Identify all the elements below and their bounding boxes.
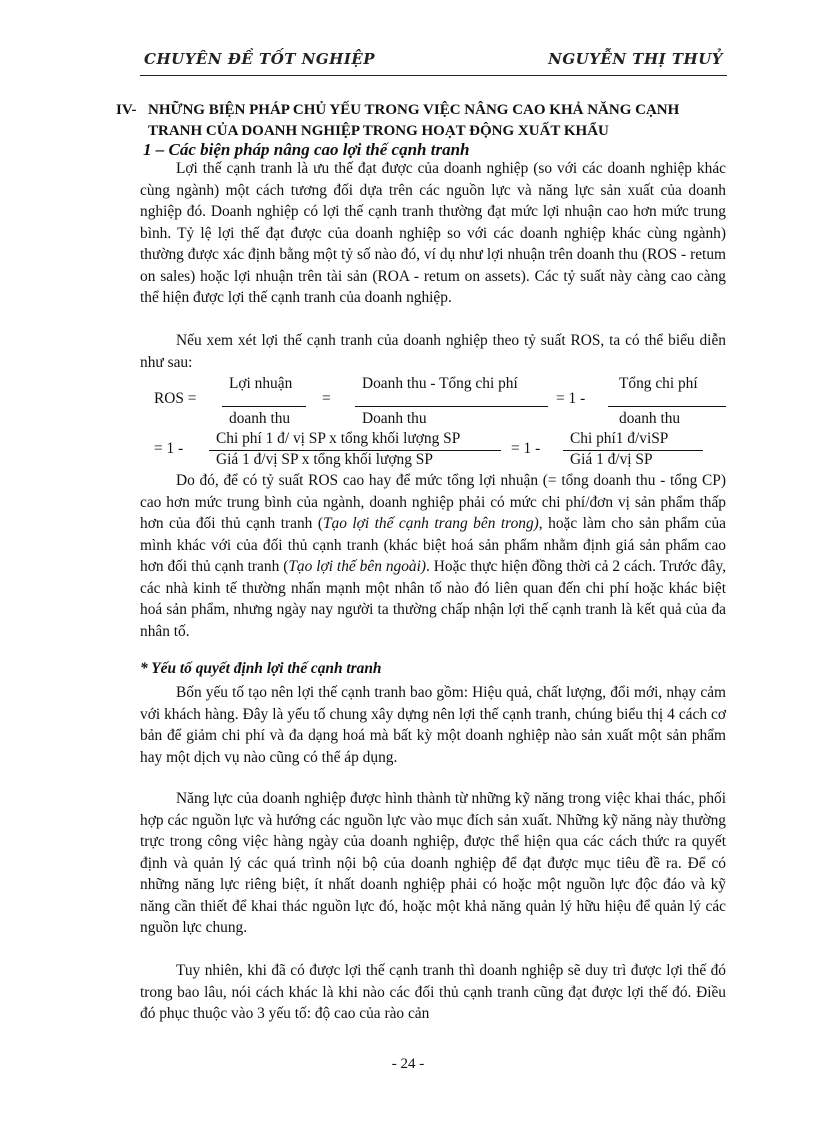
formula-row2-equals: = 1 - (511, 440, 541, 457)
formula-f3-numerator: Tổng chi phí (619, 375, 698, 392)
formula-f2-bar (355, 406, 548, 407)
paragraph-1: Lợi thế cạnh tranh là ưu thế đạt được của doanh nghiệp (so với các doanh nghiệp khác cùng ngành) một cách tương đối dựa trên các nguồn lực và năng lực sản xuất của doanh nghiệp đó. Doanh nghiệp có lợi thế cạnh tranh thường đạt mức lợi nhuận cao hơn mức trung bình. Tỷ lệ lợi thế đạt được của doanh nghiệp so với các doanh nghiệp khác cùng ngành) thường được xác định bằng một tỷ số nào đó, ví dụ như lợi nhuận trên doanh thu (ROS - retum on sales) hoặc lợi nhuận trên tài sản (ROA - retum on assets). Các tỷ suất này càng cao càng thể hiện được lợi thế cạnh tranh của doanh nghiệp. (140, 160, 726, 306)
formula-lhs: ROS = (154, 390, 197, 407)
formula-f2-numerator: Doanh thu - Tổng chi phí (362, 375, 518, 392)
paragraph-3-text-a: Do đó, để có tỷ suất ROS cao hay để mức tổng lợi nhuận (= tổng doanh thu - tổng CP) cao hơn mức trung bình của ngành, doanh nghiệp phải có mức chi phí/đơn vị sản phẩm thấp hơn của đối thủ cạnh tranh ( (140, 472, 726, 532)
subsection-title: 1 – Các biện pháp nâng cao lợi thế cạnh tranh (143, 140, 470, 159)
formula-f5-denominator: Giá 1 đ/vị SP (570, 451, 653, 468)
formula-f4-denominator: Giá 1 đ/vị SP x tổng khối lượng SP (216, 451, 433, 468)
section-number: IV- (116, 102, 137, 118)
paragraph-3-text-c: , hoặc làm cho sản phẩm của mình khác với của đối thủ cạnh tranh (khác biệt hoá sản phẩm nhằm định giá sản phẩm cao hơn đối thủ cạnh tranh ( (140, 515, 726, 575)
formula-row2-lhs: = 1 - (154, 440, 184, 457)
paragraph-3-italic-d: Tạo lợi thế bên ngoài) (288, 558, 427, 575)
paragraph-4: Bốn yếu tố tạo nên lợi thế cạnh tranh bao gồm: Hiệu quả, chất lượng, đổi mới, nhạy cảm với khách hàng. Đây là yếu tố chung xây dựng nên lợi thế cạnh tranh, chúng biểu thị 4 cách cơ bản để giảm chi phí và đa dạng hoá mà bất kỳ một doanh nghiệp nào sản xuất một sản phẩm hay một dịch vụ nào cũng có thể áp dụng. (140, 684, 726, 766)
formula-f2-denominator: Doanh thu (362, 410, 427, 427)
header-left-title: CHUYÊN ĐỀ TỐT NGHIỆP (144, 50, 376, 68)
formula-f3-bar (608, 406, 726, 407)
formula-f1-denominator: doanh thu (229, 410, 291, 427)
formula-f3-denominator: doanh thu (619, 410, 681, 427)
paragraph-3-italic-b: Tạo lợi thế cạnh trang bên trong) (322, 515, 539, 532)
section-heading-line1: NHỮNG BIỆN PHÁP CHỦ YẾU TRONG VIỆC NÂNG CAO KHẢ NĂNG CẠNH (148, 102, 680, 118)
paragraph-5: Năng lực của doanh nghiệp được hình thành từ những kỹ năng trong việc khai thác, phối hợp các nguồn lực và hướng các nguồn lực vào mục đích sản xuất. Những kỹ năng này thường trực trong công việc hàng ngày của doanh nghiệp, được thể hiện qua các cách thức ra quyết định và quản lý các quá trình nội bộ của doanh nghiệp để đạt được mục tiêu đề ra. Để có những năng lực riêng biệt, ít nhất doanh nghiệp phải có hoặc một nguồn lực độc đáo và kỹ năng cần thiết để khai thác nguồn lực đó, hoặc một khả năng quản lý hữu hiệu để quản lý các nguồn lực chung. (140, 790, 726, 936)
formula-f4-numerator: Chi phí 1 đ/ vị SP x tổng khối lượng SP (216, 430, 461, 447)
section-heading (116, 100, 726, 142)
formula-f5-numerator: Chi phí1 đ/viSP (570, 430, 669, 447)
paragraph-3 (140, 470, 726, 642)
page-number: - 24 - (391, 1056, 425, 1072)
formula-f1-bar (222, 406, 306, 407)
header-author: NGUYỄN THỊ THUỶ (548, 50, 723, 68)
formula-equals-one-minus: = 1 - (556, 390, 586, 407)
header-rule (140, 75, 727, 76)
factor-heading: * Yếu tố quyết định lợi thế cạnh tranh (140, 660, 382, 677)
paragraph-2: Nếu xem xét lợi thế cạnh tranh của doanh nghiệp theo tỷ suất ROS, ta có thể biểu diễn như sau: (140, 332, 726, 371)
section-heading-line2: TRANH CỦA DOANH NGHIỆP TRONG HOẠT ĐỘNG XUẤT KHẨU (148, 123, 609, 139)
running-header (140, 50, 727, 76)
paragraph-3-text-e: . Hoặc thực hiện đồng thời cả 2 cách. Trước đây, các nhà kinh tế thường nhấn mạnh một nhân tố nào đó liên quan đến chi phí hoặc khác biệt hoá sản phẩm, nhưng ngày nay người ta thường chấp nhận lợi thế cạnh tranh là kết quả của đa nhân tố. (140, 558, 726, 640)
formula-equals: = (322, 390, 331, 407)
formula-f1-numerator: Lợi nhuận (229, 375, 293, 392)
paragraph-6: Tuy nhiên, khi đã có được lợi thế cạnh tranh thì doanh nghiệp sẽ duy trì được lợi thế đó trong bao lâu, nói cách khác là khi nào các đối thủ cạnh tranh cũng đạt được lợi thế đó. Điều đó phục thuộc vào 3 yếu tố: độ cao của rào cản (140, 962, 726, 1022)
